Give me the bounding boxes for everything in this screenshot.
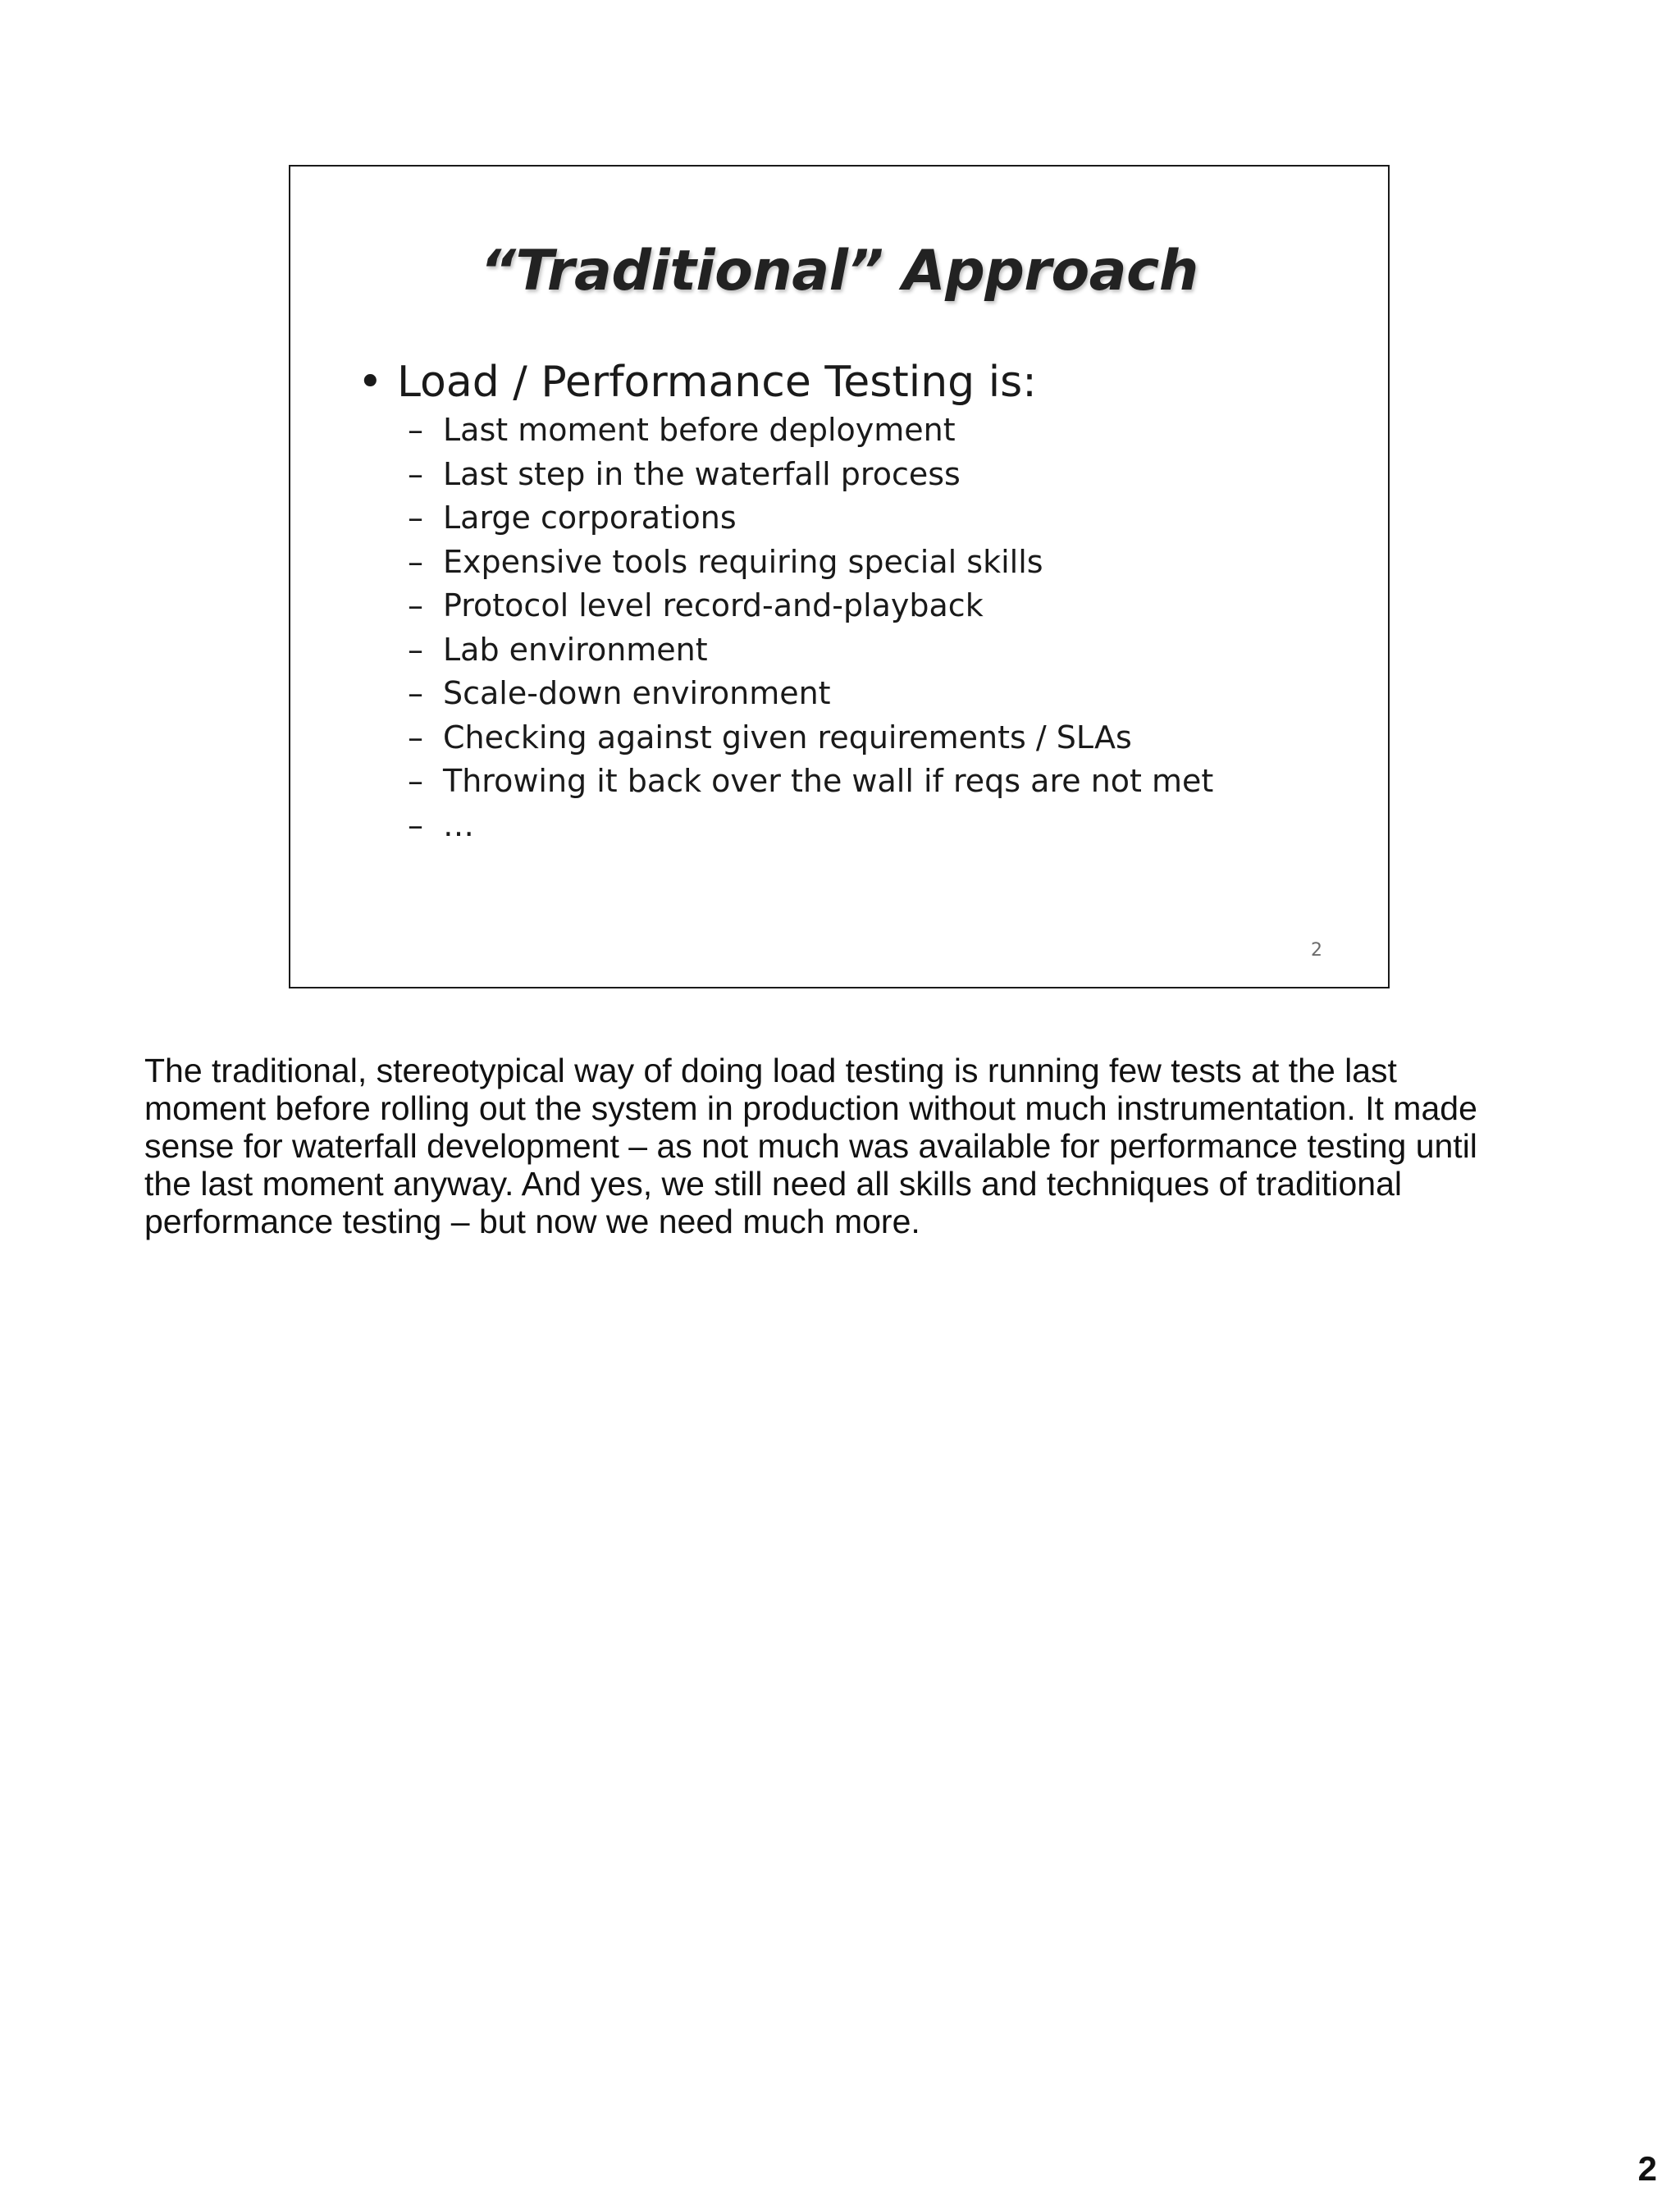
dash-icon: – xyxy=(408,500,423,536)
notes-line: moment before rolling out the system in production without much instrumentation. It made xyxy=(144,1089,1477,1127)
sub-bullet-text: Large corporations xyxy=(443,500,737,536)
sub-bullet xyxy=(408,409,1213,453)
sub-bullet xyxy=(408,760,1213,804)
sub-bullet-list xyxy=(408,409,1213,847)
dash-icon: – xyxy=(408,412,423,448)
sub-bullet xyxy=(408,496,1213,541)
sub-bullet xyxy=(408,541,1213,585)
sub-bullet-text: Checking against given requirements / SLAs xyxy=(443,719,1132,756)
slide-title: “Traditional” Approach xyxy=(480,239,1198,304)
sub-bullet-text: Expensive tools requiring special skills xyxy=(443,543,1043,580)
sub-bullet xyxy=(408,453,1213,497)
sub-bullet-text: Lab environment xyxy=(443,631,708,668)
notes-line: the last moment anyway. And yes, we still need all skills and techniques of traditional xyxy=(144,1165,1402,1203)
notes-line: performance testing – but now we need much more. xyxy=(144,1203,920,1240)
dash-icon: – xyxy=(408,631,423,668)
sub-bullet-text: Scale-down environment xyxy=(443,675,831,711)
notes-line: sense for waterfall development – as not much was available for performance testing until xyxy=(144,1127,1477,1165)
sub-bullet-text: Throwing it back over the wall if reqs are not met xyxy=(443,763,1214,799)
sub-bullet xyxy=(408,672,1213,716)
sub-bullet xyxy=(408,584,1213,628)
main-bullet xyxy=(358,354,1037,411)
sub-bullet-text: Last step in the waterfall process xyxy=(443,455,961,492)
dash-icon: – xyxy=(408,763,423,799)
sub-bullet-text: Protocol level record-and-playback xyxy=(443,587,984,623)
dash-icon: – xyxy=(408,543,423,580)
dash-icon: – xyxy=(408,587,423,623)
notes-line: The traditional, stereotypical way of doing load testing is running few tests at the last xyxy=(144,1052,1397,1089)
main-bullet-text: Load / Performance Testing is: xyxy=(397,358,1037,407)
page-number: 2 xyxy=(1637,2149,1657,2188)
bullet-icon: • xyxy=(358,358,383,407)
dash-icon: – xyxy=(408,455,423,492)
sub-bullet xyxy=(408,716,1213,760)
speaker-notes xyxy=(144,1052,1555,1240)
dash-icon: – xyxy=(408,806,423,843)
dash-icon: – xyxy=(408,675,423,711)
sub-bullet xyxy=(408,628,1213,673)
sub-bullet-text: … xyxy=(443,806,474,843)
dash-icon: – xyxy=(408,719,423,756)
sub-bullet-text: Last moment before deployment xyxy=(443,412,956,448)
slide-thumbnail xyxy=(289,165,1390,988)
slide-number: 2 xyxy=(1311,940,1322,961)
sub-bullet xyxy=(408,804,1213,848)
